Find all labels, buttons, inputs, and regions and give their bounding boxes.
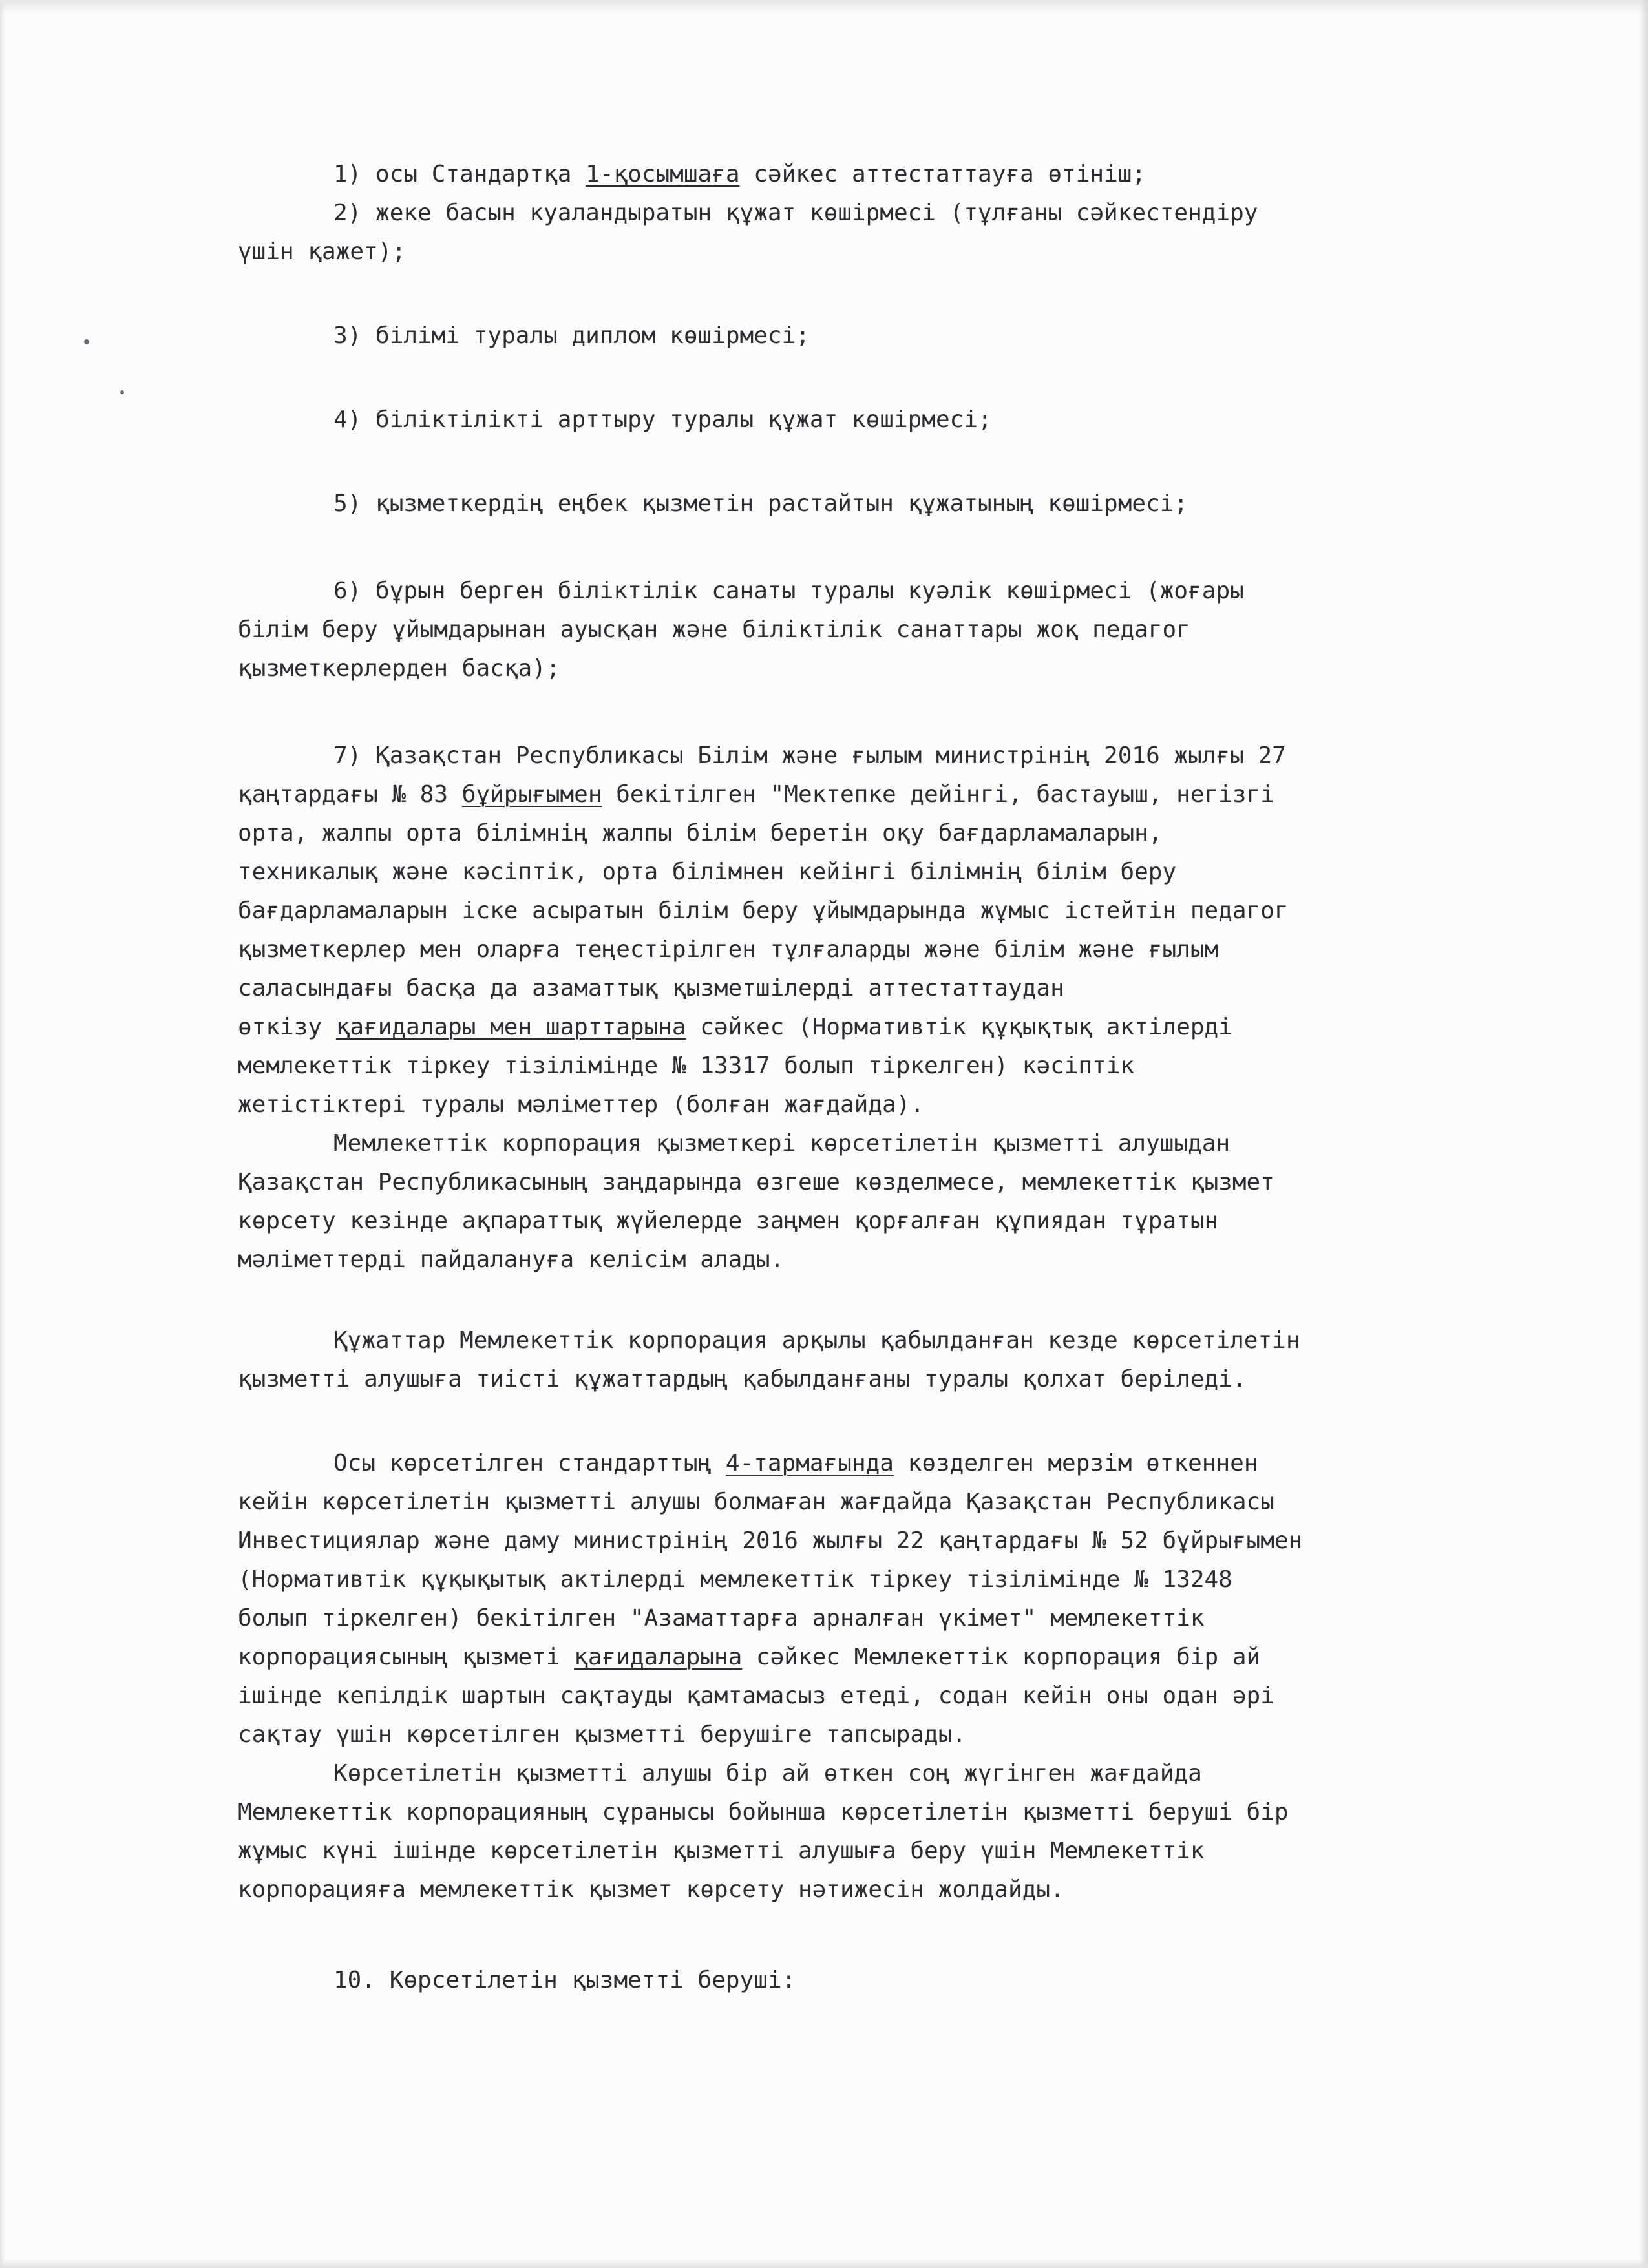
item-7-text: өткізу bbox=[238, 1014, 336, 1040]
annex-1-link[interactable]: 1-қосымшаға bbox=[586, 161, 740, 187]
item-1-text: 1) осы Стандартқа bbox=[333, 161, 586, 187]
late-line-2: Мемлекеттік корпорацияның сұранысы бойынша көрсетілетін қызметті беруші бір bbox=[238, 1799, 1289, 1825]
item-7-line-9: мемлекеттік тіркеу тізілімінде № 13317 болып тіркелген) кәсіптік bbox=[238, 1053, 1135, 1079]
item-1-text-tail: сәйкес аттестаттауға өтініш; bbox=[739, 161, 1146, 187]
consent-line-2: Қазақстан Республикасының заңдарында өзгеше көзделмесе, мемлекеттік қызмет bbox=[238, 1169, 1274, 1195]
storage-text-tail: көзделген мерзім өткеннен bbox=[893, 1450, 1258, 1476]
item-7-line-3: орта, жалпы орта білімнің жалпы білім беретін оқу бағдарламаларын, bbox=[238, 820, 1163, 846]
clause-4-link[interactable]: 4-тармағында bbox=[725, 1450, 894, 1476]
order-link[interactable]: бұйрығымен bbox=[461, 781, 602, 808]
consent-line-1: Мемлекеттік корпорация қызметкері көрсетілетін қызметті алушыдан bbox=[333, 1130, 1231, 1157]
storage-line-7: ішінде кепілдік шартын сақтауды қамтамасыз етеді, содан кейін оны одан әрі bbox=[238, 1683, 1274, 1709]
item-7-text-tail: сәйкес (Нормативтік құқықтық актілерді bbox=[686, 1014, 1232, 1040]
storage-line-1 bbox=[238, 1444, 1613, 1483]
item-2-line-1: 2) жеке басын куаландыратын құжат көшірмесі (тұлғаны сәйкестендіру bbox=[333, 200, 1258, 226]
scan-edge-bottom bbox=[0, 2259, 1648, 2268]
receipt-line-1: Құжаттар Мемлекеттік корпорация арқылы қабылданған кезде көрсетілетін bbox=[333, 1327, 1300, 1354]
storage-line-2: кейін көрсетілетін қызметті алушы болмаған жағдайда Қазақстан Республикасы bbox=[238, 1489, 1274, 1515]
storage-line-4: (Нормативтік құқықытық актілерді мемлекеттік тіркеу тізілімінде № 13248 bbox=[238, 1566, 1232, 1593]
storage-line-5: болып тіркелген) бекітілген "Азаматтарға арналған үкімет" мемлекеттік bbox=[238, 1605, 1205, 1632]
item-1 bbox=[238, 155, 1613, 194]
item-6-line-1: 6) бұрын берген біліктілік санаты туралы куәлік көшірмесі (жоғары bbox=[333, 578, 1244, 604]
scan-speck bbox=[120, 390, 124, 394]
item-3: 3) білімі туралы диплом көшірмесі; bbox=[333, 322, 810, 349]
storage-line-3: Инвестициялар және даму министрінің 2016 жылғы 22 қаңтардағы № 52 бұйрығымен bbox=[238, 1528, 1303, 1554]
item-7-line-10: жетістіктері туралы мәліметтер (болған жағдайда). bbox=[238, 1091, 925, 1118]
scan-speck bbox=[84, 339, 89, 344]
storage-line-8: сақтау үшін көрсетілген қызметті берушіге тапсырады. bbox=[238, 1721, 967, 1748]
item-7-line-2 bbox=[238, 775, 1517, 814]
scan-edge-right bbox=[1639, 0, 1648, 2268]
rules-and-conditions-link[interactable]: қағидалары мен шарттарына bbox=[335, 1014, 686, 1040]
item-7-line-7: саласындағы басқа да азаматтық қызметшілерді аттестаттаудан bbox=[238, 975, 1064, 1002]
consent-line-3: көрсету кезінде ақпараттық жүйелерде заңмен қорғалған құпиядан тұратын bbox=[238, 1208, 1219, 1234]
item-5: 5) қызметкердің еңбек қызметін растайтын құжатының көшірмесі; bbox=[333, 490, 1188, 517]
item-7-line-6: қызметкерлер мен оларға теңестірілген тұлғаларды және білім және ғылым bbox=[238, 936, 1219, 963]
item-7-text: қаңтардағы № 83 bbox=[238, 781, 462, 808]
storage-line-6 bbox=[238, 1638, 1517, 1677]
section-10-heading: 10. Көрсетілетін қызметті беруші: bbox=[333, 1967, 796, 1993]
item-7-line-1: 7) Қазақстан Республикасы Білім және ғылым министрінің 2016 жылғы 27 bbox=[333, 742, 1286, 769]
item-7-line-5: бағдарламаларын іске асыратын білім беру ұйымдарында жұмыс істейтін педагог bbox=[238, 898, 1289, 924]
item-7-line-4: техникалық және кәсіптік, орта білімнен кейінгі білімнің білім беру bbox=[238, 859, 1177, 885]
item-6-line-3: қызметкерлерден басқа); bbox=[238, 655, 560, 682]
storage-text: корпорациясының қызметі bbox=[238, 1644, 575, 1670]
late-line-3: жұмыс күні ішінде көрсетілетін қызметті алушыға беру үшін Мемлекеттік bbox=[238, 1838, 1205, 1864]
item-7-line-8 bbox=[238, 1008, 1517, 1047]
consent-line-4: мәліметтерді пайдалануға келісім алады. bbox=[238, 1246, 785, 1273]
late-line-4: корпорацияға мемлекеттік қызмет көрсету нәтижесін жолдайды. bbox=[238, 1876, 1064, 1903]
receipt-line-2: қызметті алушыға тиісті құжаттардың қабылданғаны туралы қолхат беріледі. bbox=[238, 1366, 1247, 1392]
item-7-text-tail: бекітілген "Мектепке дейінгі, бастауыш, негізгі bbox=[602, 781, 1274, 808]
item-2-line-2: үшін қажет); bbox=[238, 238, 407, 265]
late-line-1: Көрсетілетін қызметті алушы бір ай өткен соң жүгінген жағдайда bbox=[333, 1760, 1202, 1787]
scan-edge-left bbox=[0, 0, 5, 2268]
storage-text: Осы көрсетілген стандарттың bbox=[333, 1450, 726, 1476]
item-6-line-2: білім беру ұйымдарынан ауысқан және біліктілік санаттары жоқ педагог bbox=[238, 616, 1190, 643]
storage-text-tail: сәйкес Мемлекеттік корпорация бір ай bbox=[742, 1644, 1261, 1670]
item-4: 4) біліктілікті арттыру туралы құжат көшірмесі; bbox=[333, 406, 992, 433]
rules-link[interactable]: қағидаларына bbox=[574, 1644, 743, 1670]
scan-edge-top bbox=[0, 0, 1648, 14]
